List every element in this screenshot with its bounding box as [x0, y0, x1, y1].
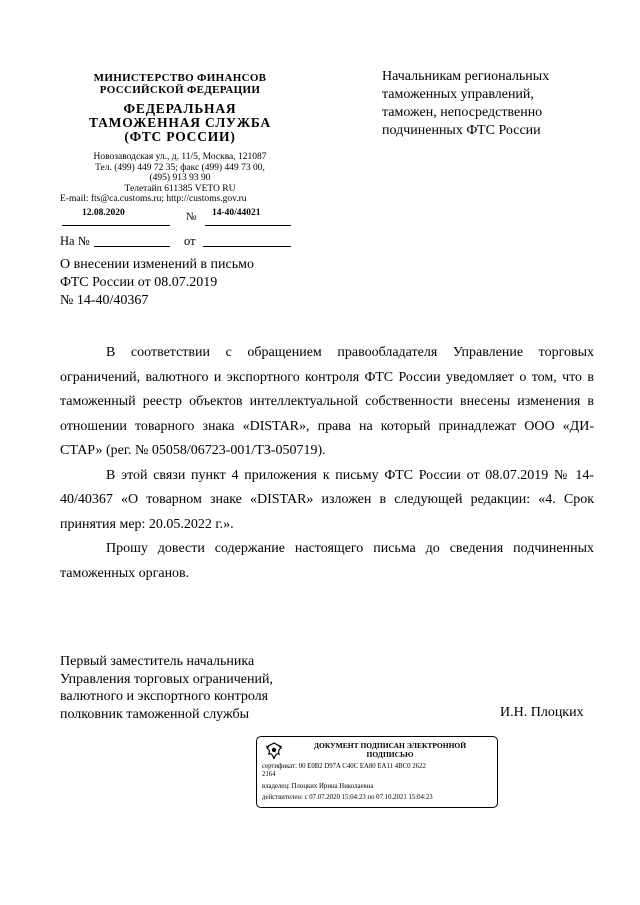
stamp-validity: действителен: с 07.07.2020 15:04:23 по 07.10.2021 15:04:23	[262, 794, 433, 801]
body-paragraph-3: Прошу довести содержание настоящего письма до сведения подчиненных таможенных органов.	[60, 541, 594, 581]
reply-to-label: На №	[60, 234, 90, 248]
number-sign: №	[186, 211, 197, 223]
telex-line: Телетайп 611385 VETO RU	[124, 183, 236, 194]
service-name	[60, 102, 300, 144]
signatory-name: И.Н. Плоцких	[500, 705, 584, 720]
signatory-line: валютного и экспортного контроля	[60, 689, 269, 704]
stamp-owner: владелец: Плоцких Ирина Николаевна	[262, 783, 374, 790]
addressee-line: Начальникам региональных	[382, 69, 550, 84]
stamp-certificate-cont: 2164	[262, 771, 276, 778]
signatory-line: Первый заместитель начальника	[60, 654, 255, 669]
stamp-certificate: сертификат: 00 E0B2 D97A C40C EA80 EA11 4BC0 2622	[262, 763, 426, 770]
phone-line: Тел. (499) 449 72 35; факс (499) 449 73 00,	[95, 162, 265, 173]
service-line: (ФТС РОССИИ)	[124, 129, 236, 144]
addressee-line: таможенных управлений,	[382, 87, 534, 102]
e-signature-stamp	[256, 736, 498, 808]
addressee-line: таможен, непосредственно	[382, 105, 543, 120]
ministry-line: РОССИЙСКОЙ ФЕДЕРАЦИИ	[99, 84, 261, 96]
address-line: Новозаводская ул., д. 11/5, Москва, 121087	[93, 152, 267, 162]
body-paragraph-1: В соответствии с обращением правообладателя Управление торговых ограничений, валютного и экспортного контроля ФТС России уведомляет о том, что в таможенный реестр объектов интеллектуальной собственности внесены изменения в отношении товарного знака «DISTAR», права на который принадлежат ООО «ДИ-СТАР» (рег. № 05058/06723-001/ТЗ-050719).	[60, 345, 594, 458]
phone-line-2: (495) 913 93 90	[149, 173, 211, 183]
from-label: от	[184, 234, 196, 248]
addressee	[382, 68, 612, 140]
body-paragraph-2: В этой связи пункт 4 приложения к письму ФТС России от 08.07.2019 № 14-40/40367 «О товарном знаке «DISTAR» изложен в следующей редакции: «4. Срок принятия мер: 20.05.2022 г.».	[60, 467, 594, 532]
addressee-line: подчиненных ФТС России	[382, 123, 541, 138]
reply-to-number-blank	[94, 246, 170, 247]
subject	[60, 256, 320, 310]
letterhead	[60, 72, 300, 205]
ministry-line: МИНИСТЕРСТВО ФИНАНСОВ	[93, 72, 267, 84]
stamp-title	[287, 741, 493, 759]
registration-number: 14-40/44021	[212, 208, 261, 218]
service-line: ТАМОЖЕННАЯ СЛУЖБА	[88, 115, 272, 130]
signatory-title	[60, 653, 360, 723]
number-underline	[205, 225, 291, 226]
email-line: E-mail: fts@ca.customs.ru; http://customs.gov.ru	[60, 194, 247, 204]
letter-body	[60, 341, 594, 586]
subject-line: № 14-40/40367	[60, 293, 149, 308]
stamp-title-line: ДОКУМЕНТ ПОДПИСАН ЭЛЕКТРОННОЙ	[313, 741, 467, 750]
signatory-line: полковник таможенной службы	[60, 706, 250, 722]
date-underline	[62, 225, 170, 226]
registration-date: 12.08.2020	[82, 208, 125, 218]
reply-to-date-blank	[203, 246, 291, 247]
subject-line: О внесении изменений в письмо	[60, 257, 254, 272]
emblem-icon	[263, 741, 285, 761]
contact-block	[60, 152, 300, 205]
service-line: ФЕДЕРАЛЬНАЯ	[123, 101, 237, 116]
signatory-line: Управления торговых ограничений,	[60, 671, 273, 687]
ministry-name	[60, 72, 300, 96]
subject-line: ФТС России от 08.07.2019	[60, 275, 218, 290]
stamp-title-line: ПОДПИСЬЮ	[366, 750, 414, 759]
